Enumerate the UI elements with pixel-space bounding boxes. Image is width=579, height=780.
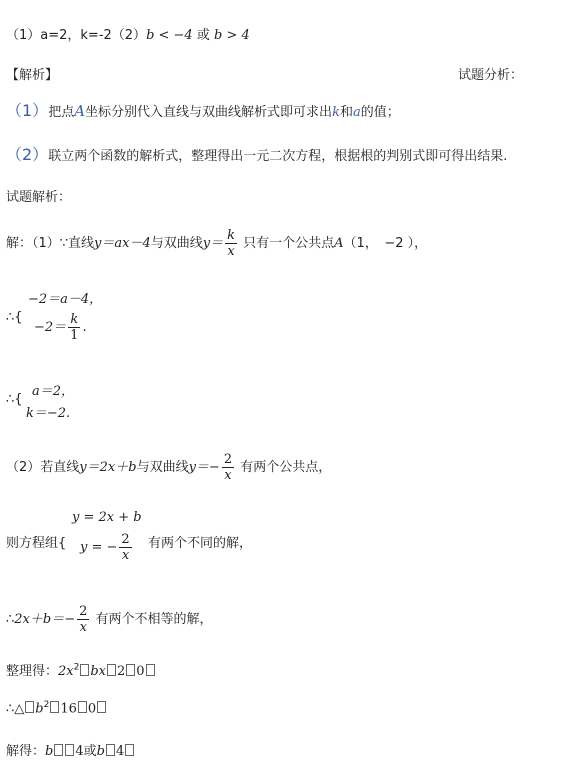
sys1-row2-pre: −2＝ bbox=[34, 320, 67, 335]
l5-d: 0 bbox=[87, 701, 97, 717]
l6-or: 或 bbox=[83, 744, 97, 759]
sys2-brace: ∴{ bbox=[6, 392, 23, 407]
l1-point-a: A bbox=[334, 236, 344, 251]
missing-glyph-icon bbox=[146, 664, 155, 676]
l2-y: y＝− bbox=[188, 460, 220, 475]
step1-point-a: A bbox=[74, 102, 86, 120]
solution-line-2 bbox=[6, 452, 331, 483]
sys3-label: 则方程组{ bbox=[6, 536, 67, 551]
solution-line-1 bbox=[6, 228, 427, 259]
analysis-step2 bbox=[6, 142, 507, 165]
step1-var-a: a bbox=[352, 105, 361, 120]
l4-sup: 2 bbox=[73, 662, 80, 673]
analysis-heading: 【解析】 bbox=[6, 68, 59, 83]
missing-glyph-icon bbox=[78, 701, 87, 713]
l6-n2: 4 bbox=[115, 744, 125, 759]
l2-suffix: 有两个公共点， bbox=[236, 460, 332, 475]
solution-line-6 bbox=[6, 740, 135, 759]
l3-prefix: ∴ bbox=[6, 612, 15, 627]
step2-text: 联立两个函数的解析式，整理得出一元二次方程，根据根的判别式即可得出结果. bbox=[48, 149, 508, 164]
l1-frac-num: k bbox=[227, 228, 236, 243]
l4-eq-a: 2x bbox=[58, 664, 74, 679]
analysis-step1 bbox=[6, 98, 400, 121]
missing-glyph-icon bbox=[125, 744, 134, 756]
missing-glyph-icon bbox=[54, 744, 63, 756]
sys3-row2-pre: y = − bbox=[80, 540, 118, 555]
l1-eq: y＝ax－4 bbox=[94, 236, 151, 251]
l1-y: y＝ bbox=[202, 236, 224, 251]
analysis-right-label: 试题分析： bbox=[458, 68, 524, 83]
sys3-fraction bbox=[119, 532, 131, 563]
sys1-row2-post: . bbox=[82, 320, 87, 335]
l4-prefix: 整理得： bbox=[6, 664, 59, 679]
sys1-brace: ∴{ bbox=[6, 310, 23, 325]
missing-glyph-icon bbox=[107, 664, 116, 676]
l4-eq-c: 2 bbox=[117, 664, 126, 679]
l3-eq: 2x＋b＝− bbox=[14, 612, 76, 627]
sys1-row1: −2＝a－4， bbox=[28, 292, 103, 307]
sys3-row2 bbox=[80, 532, 134, 563]
step1-number: （1） bbox=[6, 101, 49, 120]
sys1-frac-den: 1 bbox=[70, 328, 79, 343]
step1-and: 和 bbox=[339, 105, 353, 120]
step1-text-b: 坐标分别代入直线与双曲线解析式即可求出 bbox=[85, 105, 333, 120]
l6-b1: b bbox=[45, 744, 54, 759]
l2-fraction bbox=[222, 452, 234, 483]
sys1-fraction bbox=[68, 312, 80, 343]
missing-glyph-icon bbox=[97, 701, 106, 713]
l1-prefix: 解：（1）∵直线 bbox=[6, 236, 95, 251]
l3-frac-num: 2 bbox=[79, 604, 88, 619]
l1-fraction bbox=[225, 228, 237, 259]
l3-suffix: 有两个不相等的解， bbox=[91, 612, 213, 627]
sys3-frac-den: x bbox=[119, 547, 131, 563]
l5-prefix: ∴△ bbox=[6, 701, 25, 717]
l4-eq-d: 0 bbox=[136, 664, 145, 679]
solution-line-4 bbox=[6, 660, 156, 679]
answer-part1: （1）a=2，k=-2（2） bbox=[6, 28, 147, 43]
missing-glyph-icon bbox=[25, 701, 34, 713]
answer-b-gt: b > 4 bbox=[213, 28, 250, 43]
missing-glyph-icon bbox=[126, 664, 135, 676]
l1-suffix: 只有一个公共点 bbox=[239, 236, 335, 251]
l1-frac-den: x bbox=[225, 243, 237, 259]
step2-number: （2） bbox=[6, 145, 49, 164]
sys1-row2 bbox=[34, 312, 87, 343]
l1-mid: 与双曲线 bbox=[150, 236, 203, 251]
l5-c: 16 bbox=[60, 701, 77, 717]
l6-b2: b bbox=[96, 744, 105, 759]
missing-glyph-icon bbox=[106, 744, 115, 756]
l3-fraction bbox=[77, 604, 89, 635]
solution-line-3 bbox=[6, 604, 213, 635]
l2-frac-den: x bbox=[222, 467, 234, 483]
sys2-row1: a＝2， bbox=[32, 384, 75, 399]
l6-prefix: 解得： bbox=[6, 744, 46, 759]
l5-sup: 2 bbox=[43, 700, 50, 710]
l3-frac-den: x bbox=[77, 619, 89, 635]
sys2-row2: k＝−2. bbox=[26, 406, 71, 421]
answer-or: 或 bbox=[192, 28, 214, 43]
solution-line-5 bbox=[6, 700, 107, 716]
sys3-frac-num: 2 bbox=[121, 532, 130, 547]
l2-frac-num: 2 bbox=[223, 452, 233, 467]
l6-n1: 4 bbox=[75, 744, 84, 759]
missing-glyph-icon bbox=[50, 701, 59, 713]
sys3-suffix: 有两个不同的解， bbox=[148, 536, 253, 551]
step1-text-a: 把点 bbox=[48, 105, 75, 120]
sys3-row1: y = 2x + b bbox=[72, 510, 142, 525]
answer-b-lt: b < −4 bbox=[146, 28, 193, 43]
l1-point: （1， −2 ）， bbox=[343, 236, 428, 251]
l2-eq: y＝2x＋b bbox=[79, 460, 137, 475]
l2-mid: 与双曲线 bbox=[136, 460, 189, 475]
l2-prefix: （2）若直线 bbox=[6, 460, 80, 475]
step1-var-k: k bbox=[332, 105, 340, 120]
l4-eq-b: bx bbox=[90, 664, 107, 679]
solution-label: 试题解析： bbox=[6, 190, 72, 205]
answer-line bbox=[6, 24, 250, 43]
missing-glyph-icon bbox=[80, 664, 89, 676]
l5-b: b bbox=[35, 701, 44, 717]
sys1-frac-num: k bbox=[70, 312, 79, 327]
missing-glyph-icon bbox=[65, 744, 74, 756]
step1-text-c: 的值； bbox=[360, 105, 400, 120]
